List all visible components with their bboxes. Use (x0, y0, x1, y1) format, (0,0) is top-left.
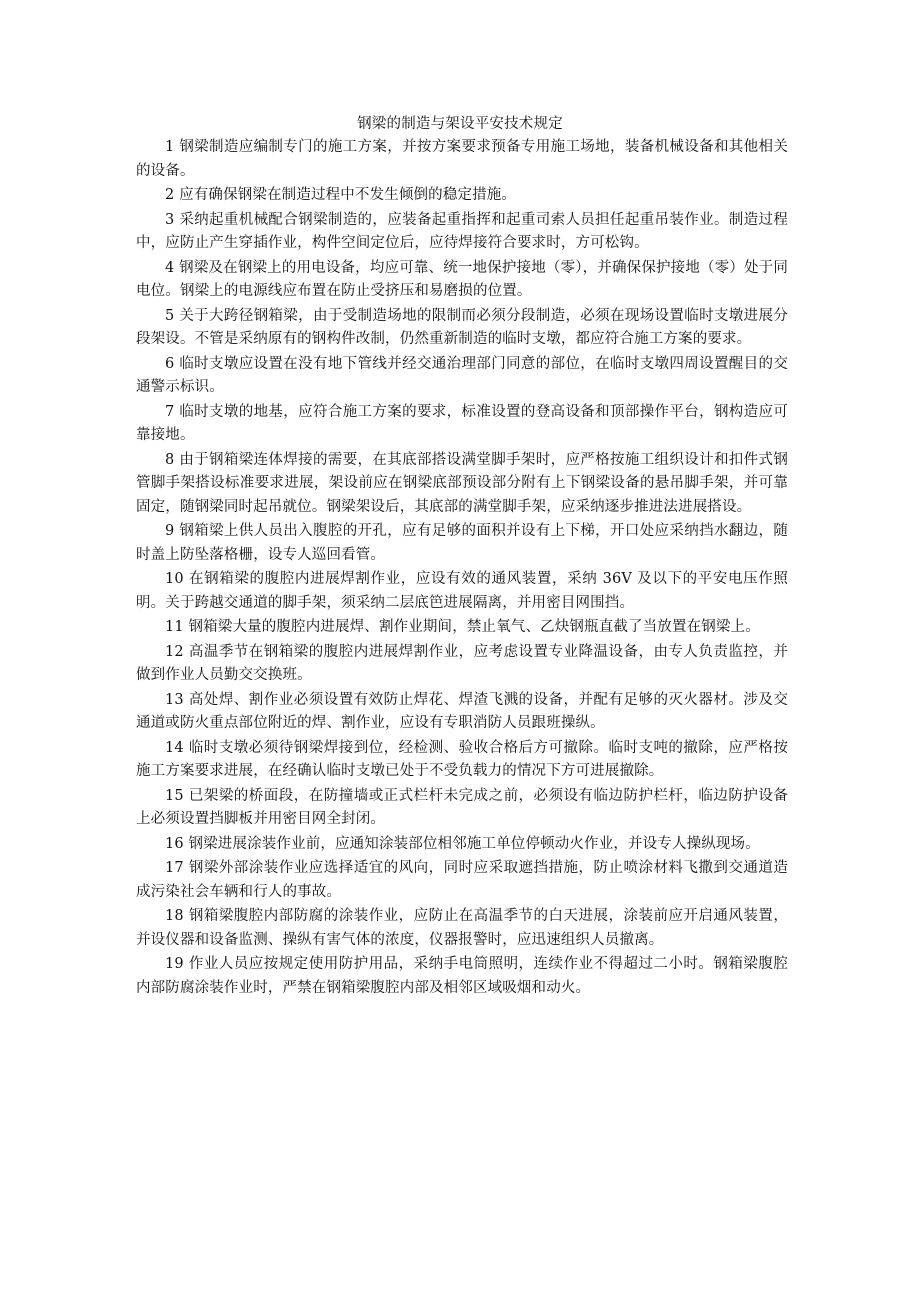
paragraph-12: 12 高温季节在钢箱梁的腹腔内进展焊割作业，应考虑设置专业降温设备，由专人负责监控，并做到作业人员勤交交换班。 (136, 643, 788, 683)
paragraph-6: 6 临时支墩应设置在没有地下管线并经交通治理部门同意的部位，在临时支墩四周设置醒目的交通警示标识。 (136, 355, 788, 395)
paragraph-9: 9 钢箱梁上供人员出入腹腔的开孔，应有足够的面积并设有上下梯，开口处应采纳挡水翻边，随时盖上防坠落格栅，设专人巡回看管。 (136, 523, 788, 563)
paragraph-4: 4 钢梁及在钢梁上的用电设备，均应可靠、统一地保护接地（零），并确保保护接地（零）处于同电位。钢梁上的电源线应布置在防止受挤压和易磨损的位置。 (136, 259, 788, 299)
paragraph-13: 13 高处焊、割作业必须设置有效防止焊花、焊渣飞溅的设备，并配有足够的灭火器材。涉及交通道或防火重点部位附近的焊、割作业，应设有专职消防人员跟班操纵。 (136, 691, 788, 731)
paragraph-18: 18 钢箱梁腹腔内部防腐的涂装作业，应防止在高温季节的白天进展，涂装前应开启通风装置，并设仪器和设备监测、操纵有害气体的浓度，仪器报警时，应迅速组织人员撤离。 (136, 908, 788, 948)
paragraph-7: 7 临时支墩的地基，应符合施工方案的要求，标准设置的登高设备和顶部操作平台，钢构造应可靠接地。 (136, 403, 788, 443)
paragraph-5: 5 关于大跨径钢箱梁，由于受制造场地的限制而必须分段制造，必须在现场设置临时支墩进展分段架设。不管是采纳原有的钢构件改制，仍然重新制造的临时支墩，都应符合施工方案的要求。 (136, 307, 788, 347)
paragraph-1: 1 钢梁制造应编制专门的施工方案，并按方案要求预备专用施工场地，装备机械设备和其他相关的设备。 (136, 139, 788, 179)
document-body (136, 136, 788, 1001)
paragraph-11: 11 钢箱梁大量的腹腔内进展焊、割作业期间，禁止氧气、乙炔钢瓶直截了当放置在钢梁上。 (165, 619, 760, 635)
paragraph-16: 16 钢梁进展涂装作业前，应通知涂装部位相邻施工单位停顿动火作业，并设专人操纵现场。 (165, 835, 760, 852)
paragraph-14: 14 临时支墩必须待钢梁焊接到位，经检测、验收合格后方可撤除。临时支吨的撤除，应严格按施工方案要求进展，在经确认临时支墩已处于不受负载力的情况下方可进展撤除。 (136, 739, 788, 779)
paragraph-8: 8 由于钢箱梁连体焊接的需要，在其底部搭设满堂脚手架时，应严格按施工组织设计和扣件式钢管脚手架搭设标准要求进展，架设前应在钢梁底部预设部分附有上下钢梁设备的悬吊脚手架，并可靠固定，随钢梁同时起吊就位。钢梁架设后，其底部的满堂脚手架，应采纳逐步推进法进展搭设。 (136, 451, 788, 515)
paragraph-15: 15 已架梁的桥面段，在防撞墙或正式栏杆未完成之前，必须设有临边防护栏杆，临边防护设备上必须设置挡脚板并用密目网全封闭。 (136, 787, 788, 827)
paragraph-10: 10 在钢箱梁的腹腔内进展焊割作业，应设有效的通风装置，采纳 36V 及以下的平安电压作照明。关于跨越交通道的脚手架，须采纳二层底笆进展隔离，并用密目网围挡。 (136, 571, 788, 611)
document-title: 钢梁的制造与架设平安技术规定 (357, 116, 563, 132)
paragraph-2: 2 应有确保钢梁在制造过程中不发生倾倒的稳定措施。 (165, 187, 517, 203)
paragraph-3: 3 采纳起重机械配合钢梁制造的，应装备起重指挥和起重司索人员担任起重吊装作业。制造过程中，应防止产生穿插作业，构件空间定位后，应待焊接符合要求时，方可松钩。 (136, 211, 788, 251)
paragraph-17: 17 钢梁外部涂装作业应选择适宜的风向，同时应采取遮挡措施，防止喷涂材料飞撒到交通道造成污染社会车辆和行人的事故。 (136, 860, 788, 900)
paragraph-19: 19 作业人员应按规定使用防护用品，采纳手电筒照明，连续作业不得超过二小时。钢箱梁腹腔内部防腐涂装作业时，严禁在钢箱梁腹腔内部及相邻区域吸烟和动火。 (136, 956, 788, 996)
